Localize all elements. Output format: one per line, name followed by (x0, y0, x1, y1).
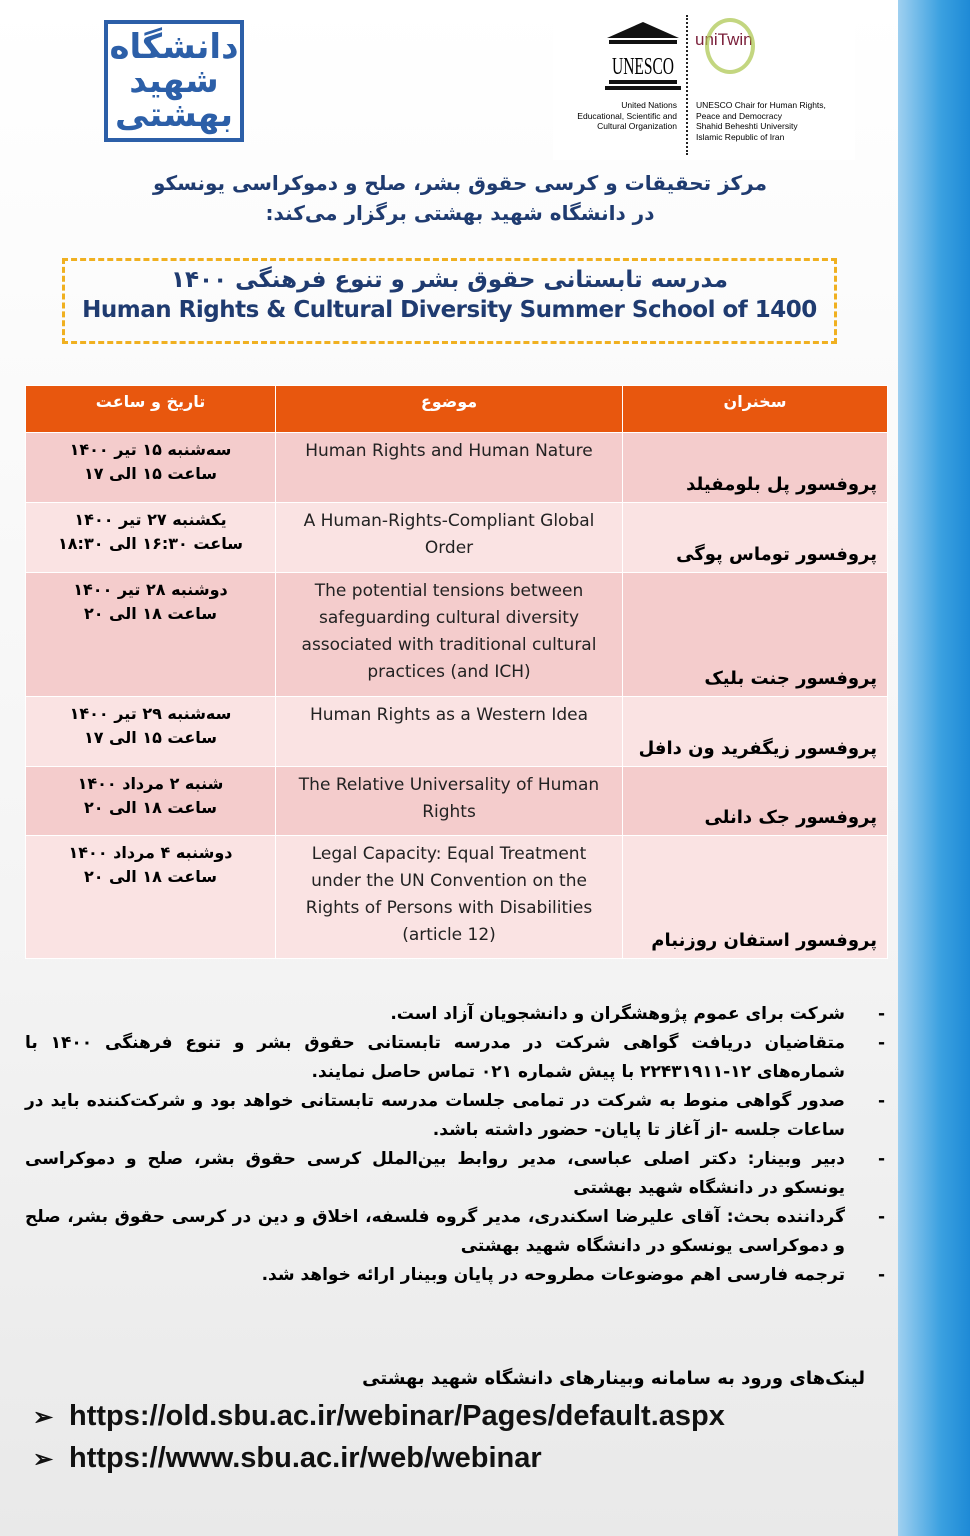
date-cell (26, 767, 276, 836)
date-text: سه‌شنبه ۱۵ تیر ۱۴۰۰ (69, 440, 232, 459)
intro-text (100, 168, 820, 228)
speaker-cell: پروفسور زیگفرید ون دافل (623, 697, 888, 767)
unitwin-text: uniTwin (695, 30, 753, 49)
note-item: - شرکت برای عموم پژوهشگران و دانشجویان آزاد است. (25, 1000, 885, 1029)
caption-line: United Nations (621, 100, 677, 110)
topic-cell: The potential tensions between safeguarding cultural diversity associated with traditional cultural practices (and ICH) (276, 573, 623, 697)
speaker-cell: پروفسور استفان روزنبام (623, 836, 888, 959)
date-cell (26, 573, 276, 697)
topic-cell: Human Rights as a Western Idea (276, 697, 623, 767)
time-text: ساعت ۱۶:۳۰ الی ۱۸:۳۰ (58, 534, 243, 553)
topic-cell: Human Rights and Human Nature (276, 433, 623, 503)
table-row (26, 503, 888, 573)
note-item: - دبیر وبینار: دکتر اصلی عباسی، مدیر روابط بین‌الملل کرسی حقوق بشر، صلح و دموکراسی یونسکو در دانشگاه شهید بهشتی (25, 1145, 885, 1203)
arrow-bullet-icon: ➢ (33, 1404, 54, 1431)
note-item: - ترجمه فارسی اهم موضوعات مطروحه در پایان وبینار ارائه خواهد شد. (25, 1261, 885, 1290)
caption-line: Cultural Organization (597, 121, 677, 131)
speaker-cell: پروفسور جنت بلیک (623, 573, 888, 697)
caption-line: Islamic Republic of Iran (696, 131, 785, 142)
links-heading: لینک‌های ورود به سامانه وبینارهای دانشگاه شهید بهشتی (362, 1368, 865, 1389)
topic-cell: A Human-Rights-Compliant Global Order (276, 503, 623, 573)
arrow-bullet-icon: ➢ (33, 1446, 54, 1473)
date-text: یکشنبه ۲۷ تیر ۱۴۰۰ (74, 510, 227, 529)
sbu-logo (104, 20, 244, 142)
unesco-temple-icon (603, 20, 683, 92)
time-text: ساعت ۱۵ الی ۱۷ (83, 728, 218, 747)
time-text: ساعت ۱۸ الی ۲۰ (83, 867, 218, 886)
note-item: - صدور گواهی منوط به شرکت در تمامی جلسات مدرسه تابستانی خواهد بود و شرکت‌کننده باید در ساعات جلسه -از آغاز تا پایان- حضور داشته باشد. (25, 1087, 885, 1145)
title-persian: مدرسه تابستانی حقوق بشر و تنوع فرهنگی ۱۴۰۰ (170, 267, 729, 293)
note-item: - گرداننده بحث: آقای علیرضا اسکندری، مدیر گروه فلسفه، اخلاق و دین در کرسی حقوق بشر، صلح و دموکراسی یونسکو در دانشگاه شهید بهشتی (25, 1203, 885, 1261)
sbu-logo-text: دانشگاه شهید بهشتی (109, 27, 239, 135)
date-cell (26, 836, 276, 959)
globe-icon (705, 18, 755, 74)
date-text: شنبه ۲ مرداد ۱۴۰۰ (77, 774, 224, 793)
table-row (26, 573, 888, 697)
title-box (62, 258, 837, 344)
schedule-table (25, 385, 888, 959)
caption-line: Shahid Beheshti University (696, 121, 798, 131)
note-item: - متقاضیان دریافت گواهی شرکت در مدرسه تابستانی حقوق بشر و تنوع فرهنگی ۱۴۰۰ با شماره‌های ۱۲-۲۲۴۳۱۹۱۱ با پیش شماره ۰۲۱ تماس حاصل نمایند. (25, 1029, 885, 1087)
speaker-cell: پروفسور جک دانلی (623, 767, 888, 836)
time-text: ساعت ۱۵ الی ۱۷ (83, 464, 218, 483)
unesco-caption (553, 100, 677, 132)
time-text: ساعت ۱۸ الی ۲۰ (83, 604, 218, 623)
header-date: تاریخ و ساعت (26, 386, 276, 433)
header-speakers: سخنران (623, 386, 888, 433)
topic-cell: Legal Capacity: Equal Treatment under the UN Convention on the Rights of Persons with Disabilities (article 12) (276, 836, 623, 959)
speaker-cell: پروفسور پل بلومفیلد (623, 433, 888, 503)
unitwin-logo (695, 30, 753, 50)
date-text: سه‌شنبه ۲۹ تیر ۱۴۰۰ (69, 704, 232, 723)
title-english: Human Rights & Cultural Diversity Summer School of 1400 (82, 297, 817, 323)
time-text: ساعت ۱۸ الی ۲۰ (83, 798, 218, 817)
intro-line: در دانشگاه شهید بهشتی برگزار می‌کند: (265, 201, 655, 225)
side-strip (898, 0, 970, 1536)
webinar-link-1[interactable] (33, 1400, 725, 1433)
intro-line: مرکز تحقیقات و کرسی حقوق بشر، صلح و دموکراسی یونسکو (152, 171, 767, 195)
link-text[interactable]: https://old.sbu.ac.ir/webinar/Pages/default.aspx (69, 1400, 725, 1432)
caption-line: UNESCO Chair for Human Rights, (696, 100, 826, 110)
caption-line: Educational, Scientific and (577, 110, 677, 121)
date-text: دوشنبه ۲۸ تیر ۱۴۰۰ (73, 580, 228, 599)
unesco-unitwin-logo (553, 10, 855, 160)
table-row (26, 767, 888, 836)
table-row (26, 836, 888, 959)
date-text: دوشنبه ۴ مرداد ۱۴۰۰ (68, 843, 233, 862)
logo-divider (686, 15, 688, 155)
notes-list (25, 1000, 885, 1290)
speaker-cell: پروفسور توماس پوگی (623, 503, 888, 573)
table-row (26, 697, 888, 767)
link-text[interactable]: https://www.sbu.ac.ir/web/webinar (69, 1442, 542, 1474)
header-topic: موضوع (276, 386, 623, 433)
caption-line: Peace and Democracy (696, 110, 782, 121)
svg-text:UNESCO: UNESCO (612, 54, 674, 80)
date-cell (26, 503, 276, 573)
webinar-link-2[interactable] (33, 1442, 542, 1475)
table-row (26, 433, 888, 503)
date-cell (26, 697, 276, 767)
date-cell (26, 433, 276, 503)
chair-caption (696, 100, 826, 142)
topic-cell: The Relative Universality of Human Rights (276, 767, 623, 836)
